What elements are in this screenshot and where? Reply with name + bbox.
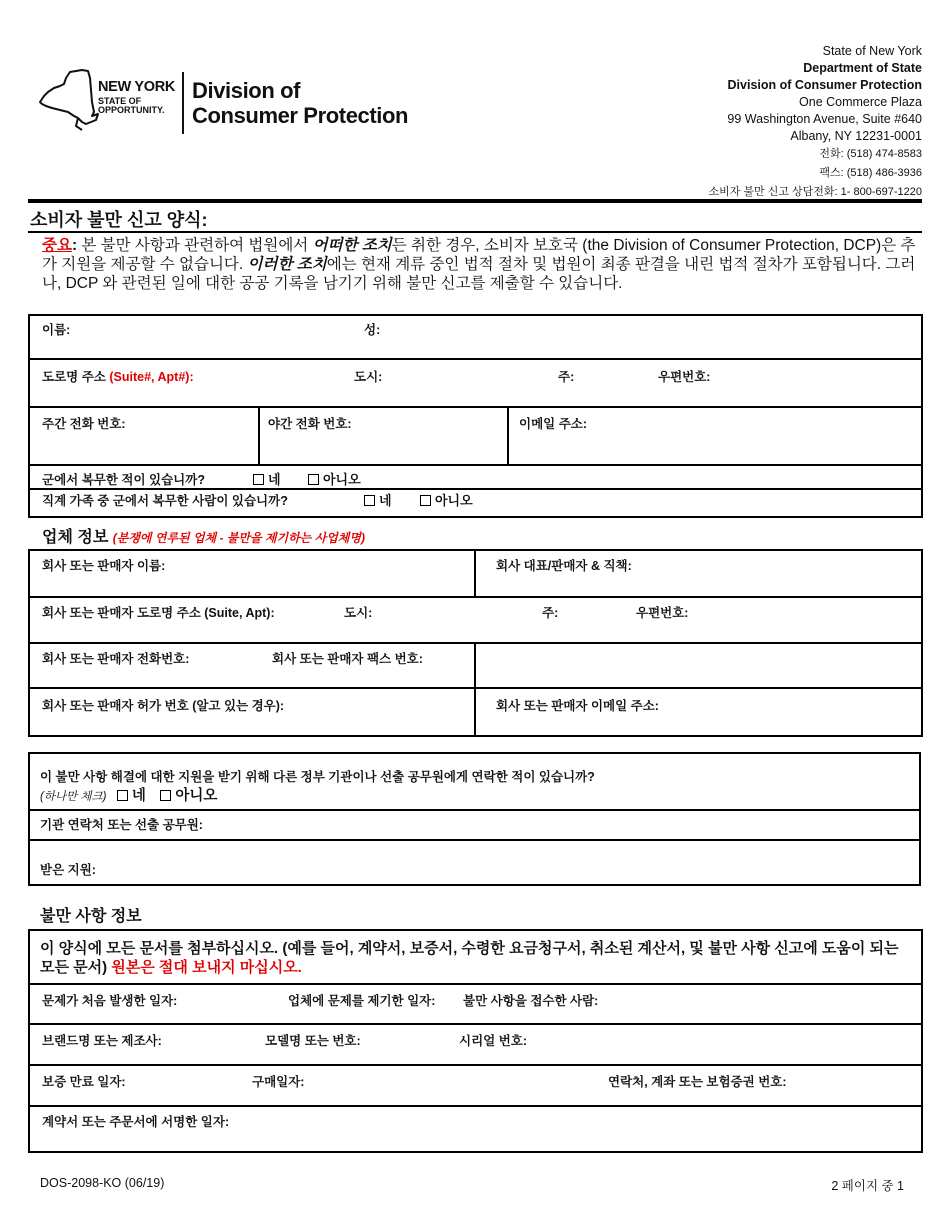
day-phone-field[interactable]: 주간 전화 번호: xyxy=(42,417,126,431)
divider xyxy=(28,1064,923,1066)
agency-yes-checkbox[interactable] xyxy=(117,788,146,804)
notice-text-1: 본 불만 사항과 관련하여 법원에서 xyxy=(77,237,313,254)
zip-field[interactable]: 우편번호: xyxy=(658,370,711,384)
division-logo-title xyxy=(192,78,408,128)
complaint-section-title: 불만 사항 정보 xyxy=(40,908,142,925)
military-question: 군에서 복무한 적이 있습니까? xyxy=(42,473,205,487)
brand-field[interactable]: 브랜드명 또는 제조사: xyxy=(42,1034,162,1048)
agency-phone: 전화: (518) 474-8583 xyxy=(819,148,922,160)
attach-documents-instruction xyxy=(40,939,912,977)
new-york-state-map-icon xyxy=(38,68,100,134)
military-yes-checkbox[interactable] xyxy=(253,469,281,488)
checkbox-icon xyxy=(117,790,128,801)
no-label: 아니오 xyxy=(175,788,218,804)
state-field[interactable]: 주: xyxy=(558,370,575,384)
business-phone-field[interactable]: 회사 또는 판매자 전화번호: xyxy=(42,652,190,666)
divider xyxy=(474,642,476,737)
business-street-field[interactable]: 회사 또는 판매자 도로명 주소 (Suite, Apt): xyxy=(42,606,275,620)
divider xyxy=(474,549,476,596)
agency-contact-options xyxy=(40,784,217,805)
division-title-line-1: Division of xyxy=(192,78,301,103)
first-occurrence-date-field[interactable]: 문제가 처음 발생한 일자: xyxy=(42,994,178,1008)
raised-with-business-date-field[interactable]: 업체에 문제를 제기한 일자: xyxy=(288,994,436,1008)
divider xyxy=(507,406,509,464)
account-number-field[interactable]: 연락처, 계좌 또는 보험증권 번호: xyxy=(608,1075,787,1089)
business-fax-field[interactable]: 회사 또는 판매자 팩스 번호: xyxy=(272,652,423,666)
business-city-field[interactable]: 도시: xyxy=(344,606,373,620)
header-rule xyxy=(28,199,922,203)
family-military-no-checkbox[interactable] xyxy=(420,490,473,509)
business-section-title: 업체 정보 xyxy=(42,529,109,546)
agency-contact-field[interactable]: 기관 연락처 또는 선출 공무원: xyxy=(40,818,203,832)
divider xyxy=(28,358,923,360)
agency-contact-question: 이 불만 사항 해결에 대한 지원을 받기 위해 다른 정부 기관이나 선출 공무원에게 연락한 적이 있습니까? xyxy=(40,770,595,784)
notice-colon: : xyxy=(71,237,78,254)
street-note: (Suite#, Apt#): xyxy=(109,370,194,384)
divider xyxy=(28,1023,923,1025)
page-number: 2 페이지 중 1 xyxy=(831,1179,904,1193)
last-name-field[interactable]: 성: xyxy=(364,323,381,337)
form-title: 소비자 불만 신고 양식: xyxy=(30,210,208,230)
yes-label: 네 xyxy=(379,493,392,508)
agency-hotline: 소비자 불만 신고 상담전화: 1- 800-697-1220 xyxy=(708,186,922,198)
no-originals-warning: 원본은 절대 보내지 마십시오. xyxy=(111,959,302,976)
purchase-date-field[interactable]: 구매일자: xyxy=(252,1075,305,1089)
agency-state: State of New York xyxy=(822,44,922,58)
checkbox-icon xyxy=(420,495,431,506)
model-field[interactable]: 모델명 또는 번호: xyxy=(265,1034,361,1048)
important-notice xyxy=(42,236,922,293)
business-license-field[interactable]: 회사 또는 판매자 허가 번호 (알고 있는 경우): xyxy=(42,699,285,713)
title-rule xyxy=(28,231,922,233)
business-zip-field[interactable]: 우편번호: xyxy=(636,606,689,620)
checkbox-icon xyxy=(364,495,375,506)
business-section-header xyxy=(42,524,365,547)
attach-text: 이 양식에 모든 문서를 첨부하십시오. (예를 들어, 계약서, 보증서, 수령한 요금청구서, 취소된 계산서, 및 불만 사항 신고에 도움이 되는 모든 문서) xyxy=(40,940,899,976)
divider xyxy=(28,983,923,985)
check-one-note: (하나만 체크) xyxy=(40,791,107,803)
business-section-note: (분쟁에 연루된 업체 - 불만을 제기하는 사업체명) xyxy=(112,531,365,545)
military-no-checkbox[interactable] xyxy=(308,469,361,488)
night-phone-field[interactable]: 야간 전화 번호: xyxy=(268,417,352,431)
notice-text-3: 에는 현재 계류 중인 법적 절차 및 법원이 최종 판결을 내린 법적 절차가 포함됩니다. 그러나, DCP 와 관련된 일에 대한 공공 기록을 남기기 위해 불만 신고를 제출할 수 있습니다. xyxy=(42,256,916,292)
agency-contact-block xyxy=(708,43,922,202)
division-title-line-2: Consumer Protection xyxy=(192,103,409,128)
brand-line-3: OPPORTUNITY. xyxy=(98,104,165,115)
agency-address-1: One Commerce Plaza xyxy=(799,95,922,109)
checkbox-icon xyxy=(308,474,319,485)
agency-division: Division of Consumer Protection xyxy=(727,78,922,92)
agency-address-3: Albany, NY 12231-0001 xyxy=(790,129,922,143)
form-id: DOS-2098-KO (06/19) xyxy=(40,1176,165,1190)
notice-emphasis-2: 이러한 조치 xyxy=(247,256,327,273)
no-label: 아니오 xyxy=(435,493,473,508)
nys-brand-text xyxy=(98,80,175,115)
divider xyxy=(28,406,923,408)
notice-emphasis-1: 어떠한 조치 xyxy=(312,237,392,254)
no-label: 아니오 xyxy=(323,472,361,487)
business-state-field[interactable]: 주: xyxy=(542,606,559,620)
notice-label: 중요 xyxy=(42,237,72,254)
agency-department: Department of State xyxy=(803,61,922,75)
complaint-received-by-field[interactable]: 불만 사항을 접수한 사람: xyxy=(463,994,599,1008)
divider xyxy=(28,596,923,598)
family-military-yes-checkbox[interactable] xyxy=(364,490,392,509)
business-rep-field[interactable]: 회사 대표/판매자 & 직책: xyxy=(496,559,632,573)
divider xyxy=(258,406,260,464)
notice-text-2: 든 취한 경우, 소비자 보호국 (the Division of Consumer Protection, DCP)은 추가 지원을 제공할 수 없습니다. xyxy=(42,237,916,273)
business-email-field[interactable]: 회사 또는 판매자 이메일 주소: xyxy=(496,699,659,713)
first-name-field[interactable]: 이름: xyxy=(42,323,71,337)
serial-field[interactable]: 시리얼 번호: xyxy=(459,1034,528,1048)
contract-signed-date-field[interactable]: 계약서 또는 주문서에 서명한 일자: xyxy=(42,1115,230,1129)
email-field[interactable]: 이메일 주소: xyxy=(519,417,588,431)
logo-divider xyxy=(182,72,184,134)
yes-label: 네 xyxy=(131,788,146,804)
family-military-question: 직계 가족 중 군에서 복무한 사람이 있습니까? xyxy=(42,494,288,508)
yes-label: 네 xyxy=(268,472,281,487)
divider xyxy=(28,839,921,841)
agency-address-2: 99 Washington Avenue, Suite #640 xyxy=(727,112,922,126)
brand-line-2: STATE OF xyxy=(98,95,142,106)
divider xyxy=(28,642,923,644)
divider xyxy=(28,488,923,490)
street-address-field[interactable] xyxy=(42,367,194,385)
business-name-field[interactable]: 회사 또는 판매자 이름: xyxy=(42,559,166,573)
agency-fax: 팩스: (518) 486-3936 xyxy=(819,167,922,179)
divider xyxy=(28,1105,923,1107)
city-field[interactable]: 도시: xyxy=(354,370,383,384)
agency-no-checkbox[interactable] xyxy=(160,788,217,804)
checkbox-icon xyxy=(253,474,264,485)
warranty-expiration-field[interactable]: 보증 만료 일자: xyxy=(42,1075,126,1089)
divider xyxy=(28,687,923,689)
assistance-received-field[interactable]: 받은 지원: xyxy=(40,863,96,877)
divider xyxy=(28,809,921,811)
brand-line-1: NEW YORK xyxy=(98,79,176,95)
street-label: 도로명 주소 xyxy=(42,370,106,384)
divider xyxy=(28,464,923,466)
checkbox-icon xyxy=(160,790,171,801)
